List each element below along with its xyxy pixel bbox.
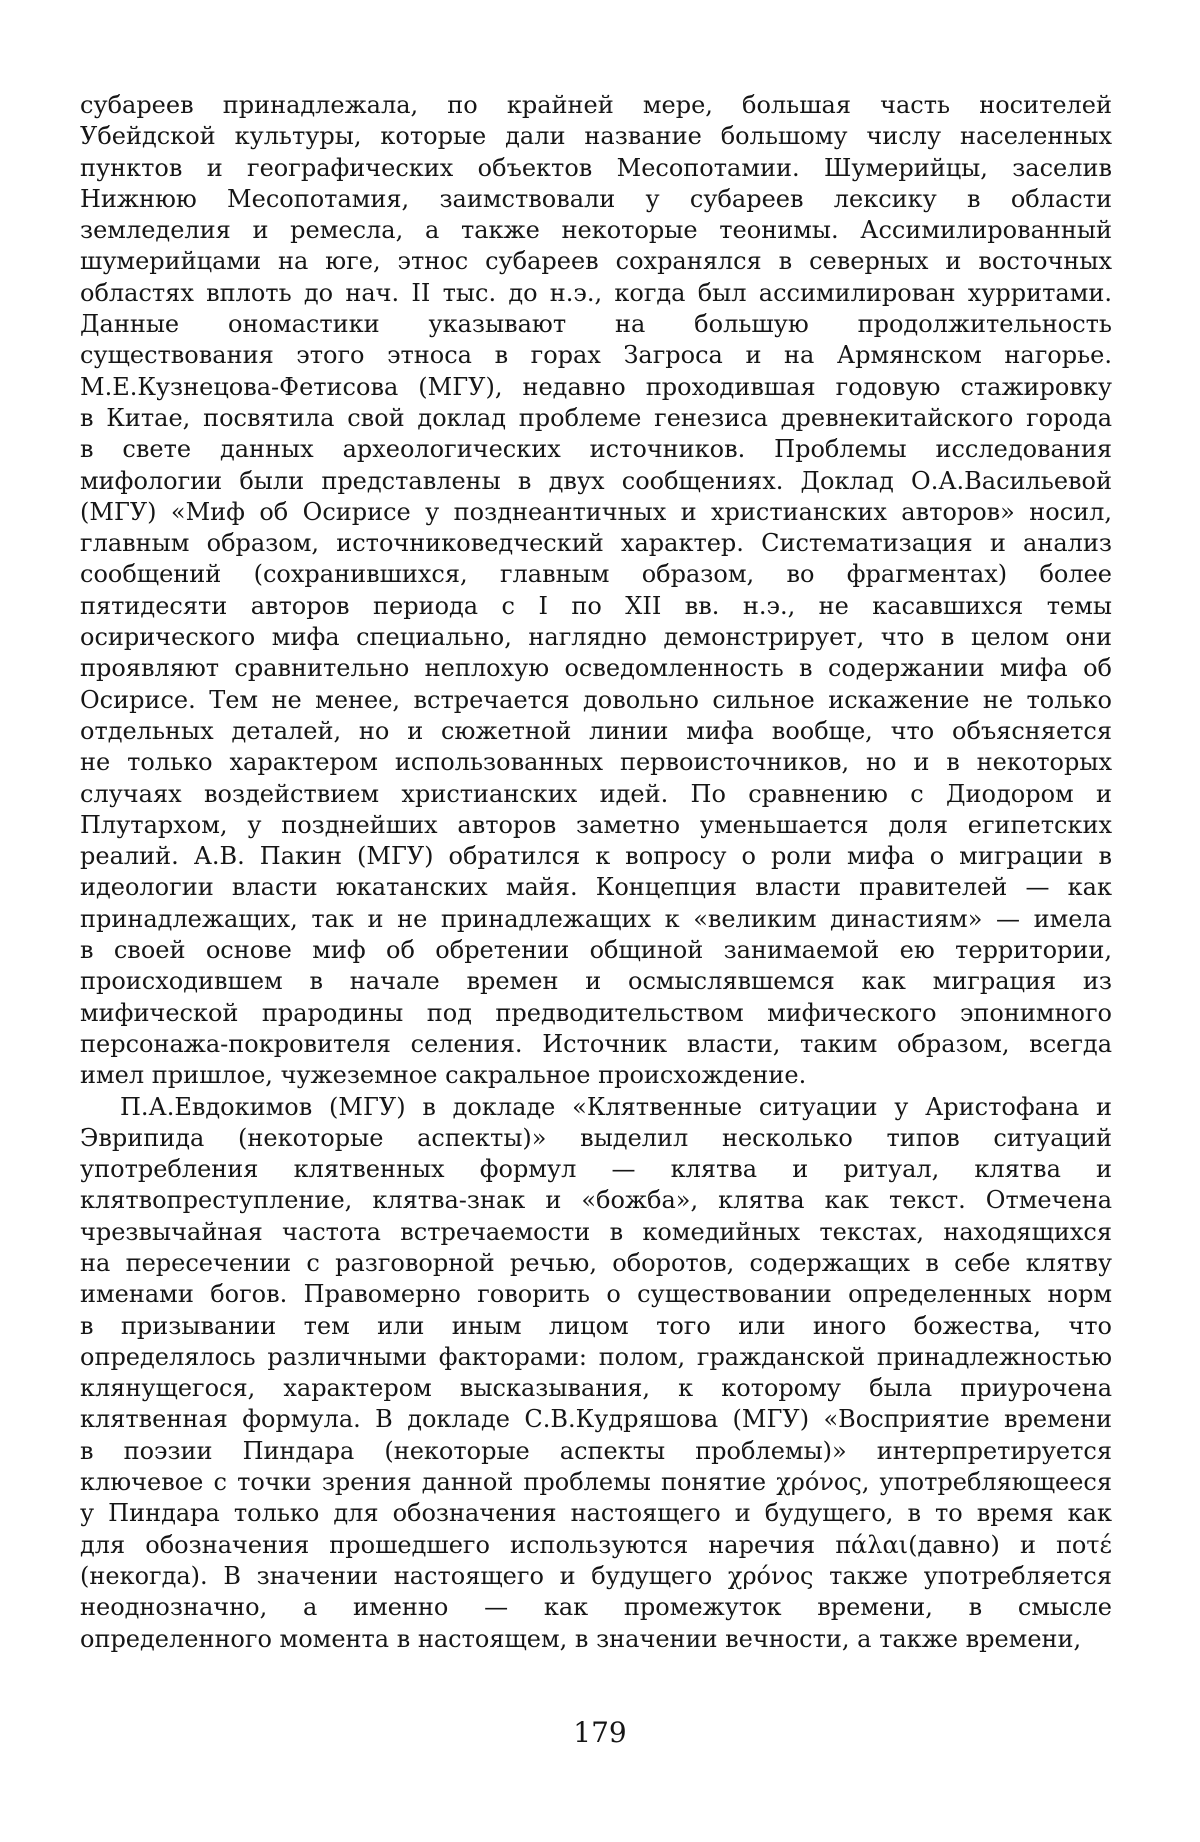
text-line: Осирисе. Тем не менее, встречается довольно сильное искажение не только: [80, 685, 1112, 714]
text-line: клянущегося, характером высказывания, к которому была приурочена: [80, 1374, 1112, 1403]
text-line: у Пиндара только для обозначения настоящего и будущего, в то время как: [80, 1499, 1112, 1528]
body-text: [80, 90, 1112, 1655]
text-line: в свете данных археологических источников. Проблемы исследования: [80, 435, 1112, 464]
text-line: пунктов и географических объектов Месопотамии. Шумерийцы, заселив: [80, 153, 1112, 182]
text-line: имел пришлое, чужеземное сакральное происхождение.: [80, 1061, 807, 1090]
text-line: осирического мифа специально, наглядно демонстрирует, что в целом они: [80, 623, 1112, 652]
text-line: проявляют сравнительно неплохую осведомленность в содержании мифа об: [80, 654, 1112, 683]
text-line: персонажа-покровителя селения. Источник власти, таким образом, всегда: [80, 1029, 1112, 1058]
text-line: Плутархом, у позднейших авторов заметно уменьшается доля египетских: [80, 810, 1112, 839]
text-line: неоднозначно, а именно — как промежуток времени, в смысле: [80, 1593, 1112, 1622]
text-line: не только характером использованных первоисточников, но и в некоторых: [80, 748, 1112, 777]
page-number: 179: [573, 1716, 627, 1749]
text-line: реалий. А.В. Пакин (МГУ) обратился к вопросу о роли мифа о миграции в: [80, 842, 1112, 871]
paragraph: [80, 90, 1112, 1092]
text-line: мифологии были представлены в двух сообщениях. Доклад О.А.Васильевой: [80, 466, 1112, 495]
text-line: Эврипида (некоторые аспекты)» выделил несколько типов ситуаций: [80, 1123, 1112, 1152]
text-line: ключевое с точки зрения данной проблемы понятие χρόνος, употребляющееся: [80, 1468, 1112, 1497]
text-line: принадлежащих, так и не принадлежащих к «великим династиям» — имела: [80, 904, 1112, 933]
text-line: Данные ономастики указывают на большую продолжительность: [80, 310, 1112, 339]
text-line: областях вплоть до нач. II тыс. до н.э., когда был ассимилирован хурритами.: [80, 278, 1112, 307]
text-line: идеологии власти юкатанских майя. Концепция власти правителей — как: [80, 873, 1112, 902]
text-line: пятидесяти авторов периода с I по XII вв. н.э., не касавшихся темы: [80, 591, 1112, 620]
text-line: клятвенная формула. В докладе С.В.Кудряшова (МГУ) «Восприятие времени: [80, 1405, 1112, 1434]
text-line: Убейдской культуры, которые дали название большому числу населенных: [80, 122, 1112, 151]
text-line: на пересечении с разговорной речью, оборотов, содержащих в себе клятву: [80, 1248, 1112, 1277]
text-line: земледелия и ремесла, а также некоторые теонимы. Ассимилированный: [80, 216, 1112, 245]
text-line: П.А.Евдокимов (МГУ) в докладе «Клятвенные ситуации у Аристофана и: [120, 1092, 1112, 1121]
text-line: шумерийцами на юге, этнос субареев сохранялся в северных и восточных: [80, 247, 1112, 276]
text-line: (некогда). В значении настоящего и будущего χρόνος также употребляется: [80, 1561, 1112, 1590]
text-line: мифической прародины под предводительством мифического эпонимного: [80, 998, 1112, 1027]
text-line: употребления клятвенных формул — клятва и ритуал, клятва и: [80, 1155, 1112, 1184]
text-line: для обозначения прошедшего используются наречия πάλαι(давно) и ποτέ: [80, 1530, 1112, 1559]
text-line: Нижнюю Месопотамия, заимствовали у субареев лексику в области: [80, 184, 1112, 213]
text-line: (МГУ) «Миф об Осирисе у позднеантичных и христианских авторов» носил,: [80, 497, 1112, 526]
text-line: в призывании тем или иным лицом того или иного божества, что: [80, 1311, 1112, 1340]
text-line: М.Е.Кузнецова-Фетисова (МГУ), недавно проходившая годовую стажировку: [80, 372, 1112, 401]
paragraph: [80, 1092, 1112, 1655]
text-line: чрезвычайная частота встречаемости в комедийных текстах, находящихся: [80, 1217, 1112, 1246]
text-line: существования этого этноса в горах Загроса и на Армянском нагорье.: [80, 341, 1112, 370]
text-line: определенного момента в настоящем, в значении вечности, а также времени,: [80, 1624, 1082, 1653]
text-line: в своей основе миф об обретении общиной занимаемой ею территории,: [80, 936, 1112, 965]
text-line: именами богов. Правомерно говорить о существовании определенных норм: [80, 1280, 1112, 1309]
text-line: отдельных деталей, но и сюжетной линии мифа вообще, что объясняется: [80, 716, 1112, 745]
text-line: субареев принадлежала, по крайней мере, большая часть носителей: [80, 91, 1112, 119]
text-line: определялось различными факторами: полом, гражданской принадлежностью: [80, 1342, 1112, 1371]
text-line: случаях воздействием христианских идей. По сравнению с Диодором и: [80, 779, 1112, 808]
text-line: главным образом, источниковедческий характер. Систематизация и анализ: [80, 529, 1112, 558]
text-line: происходившем в начале времен и осмыслявшемся как миграция из: [80, 967, 1112, 996]
text-line: в поэзии Пиндара (некоторые аспекты проблемы)» интерпретируется: [80, 1436, 1112, 1465]
text-line: сообщений (сохранившихся, главным образом, во фрагментах) более: [80, 560, 1112, 589]
text-line: клятвопреступление, клятва-знак и «божба», клятва как текст. Отмечена: [80, 1186, 1112, 1215]
text-line: в Китае, посвятила свой доклад проблеме генезиса древнекитайского города: [80, 403, 1112, 432]
